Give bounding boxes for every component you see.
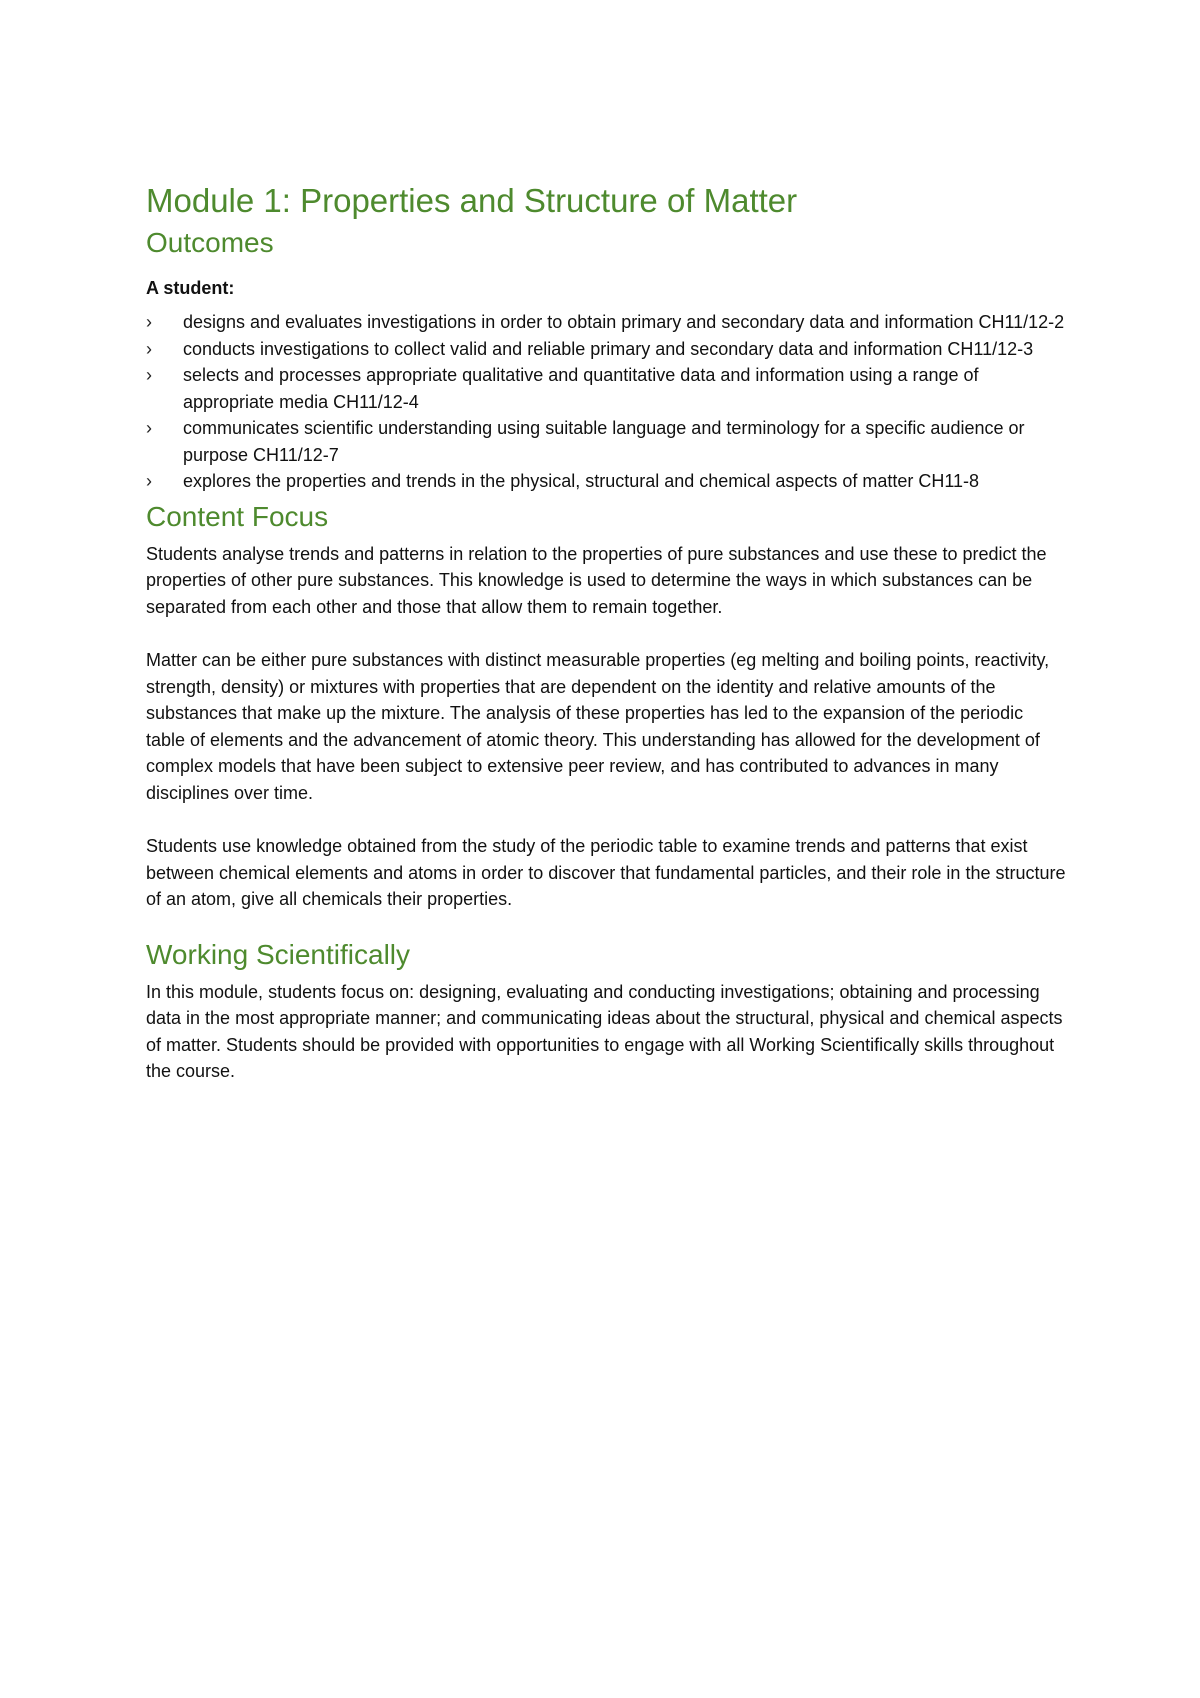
working-scientifically-heading: Working Scientifically (146, 938, 411, 970)
list-item (146, 468, 1066, 495)
outcome-text: conducts investigations to collect valid and reliable primary and secondary data and information CH11/12-3 (183, 338, 1034, 359)
content-focus-heading: Content Focus (146, 500, 329, 532)
outcomes-heading: Outcomes (146, 227, 274, 258)
chevron-right-icon: › (146, 365, 152, 385)
list-item (146, 336, 1066, 363)
chevron-right-icon: › (146, 312, 152, 332)
outcome-text: explores the properties and trends in the physical, structural and chemical aspects of matter CH11-8 (183, 471, 980, 491)
outcomes-lead: A student: (146, 278, 235, 298)
list-item (146, 309, 1066, 336)
document-page (146, 180, 1066, 1085)
working-scientifically-paragraph: In this module, students focus on: designing, evaluating and conducting investigations; obtaining and processing data in the most appropriate manner; and communicating ideas about the structural, physical and chemical aspects of matter. Students should be provided with opportunities to engage with all Working Scientifically skills throughout the course. (146, 981, 1063, 1081)
list-item (146, 362, 1066, 415)
content-focus-paragraph-3: Students use knowledge obtained from the study of the periodic table to examine trends and patterns that exist between chemical elements and atoms in order to discover that fundamental particles, and their role in the structure of an atom, give all chemicals their properties. (146, 836, 1066, 909)
chevron-right-icon: › (146, 418, 152, 438)
content-focus-paragraph-1: Students analyse trends and patterns in relation to the properties of pure substances and use these to predict the properties of other pure substances. This knowledge is used to determine the ways in which substances can be separated from each other and those that allow them to remain together. (146, 543, 1047, 617)
content-focus-paragraph-2: Matter can be either pure substances with distinct measurable properties (eg melting and boiling points, reactivity, strength, density) or mixtures with properties that are dependent on the identity and relative amounts of the substances that make up the mixture. The analysis of these properties has led to the expansion of the periodic table of elements and the advancement of atomic theory. This understanding has allowed for the development of complex models that have been subject to extensive peer review, and has contributed to advances in many disciplines over time. (146, 650, 1050, 803)
outcome-text: selects and processes appropriate qualitative and quantitative data and information using a range of appropriate media CH11/12-4 (183, 365, 979, 412)
chevron-right-icon: › (146, 338, 152, 359)
outcomes-list (146, 309, 1066, 495)
outcome-text: communicates scientific understanding using suitable language and terminology for a specific audience or purpose CH11/12-7 (183, 418, 1025, 465)
module-title: Module 1: Properties and Structure of Matter (146, 182, 798, 219)
list-item (146, 415, 1066, 468)
chevron-right-icon: › (146, 471, 152, 491)
outcome-text: designs and evaluates investigations in order to obtain primary and secondary data and information CH11/12-2 (183, 312, 1065, 332)
